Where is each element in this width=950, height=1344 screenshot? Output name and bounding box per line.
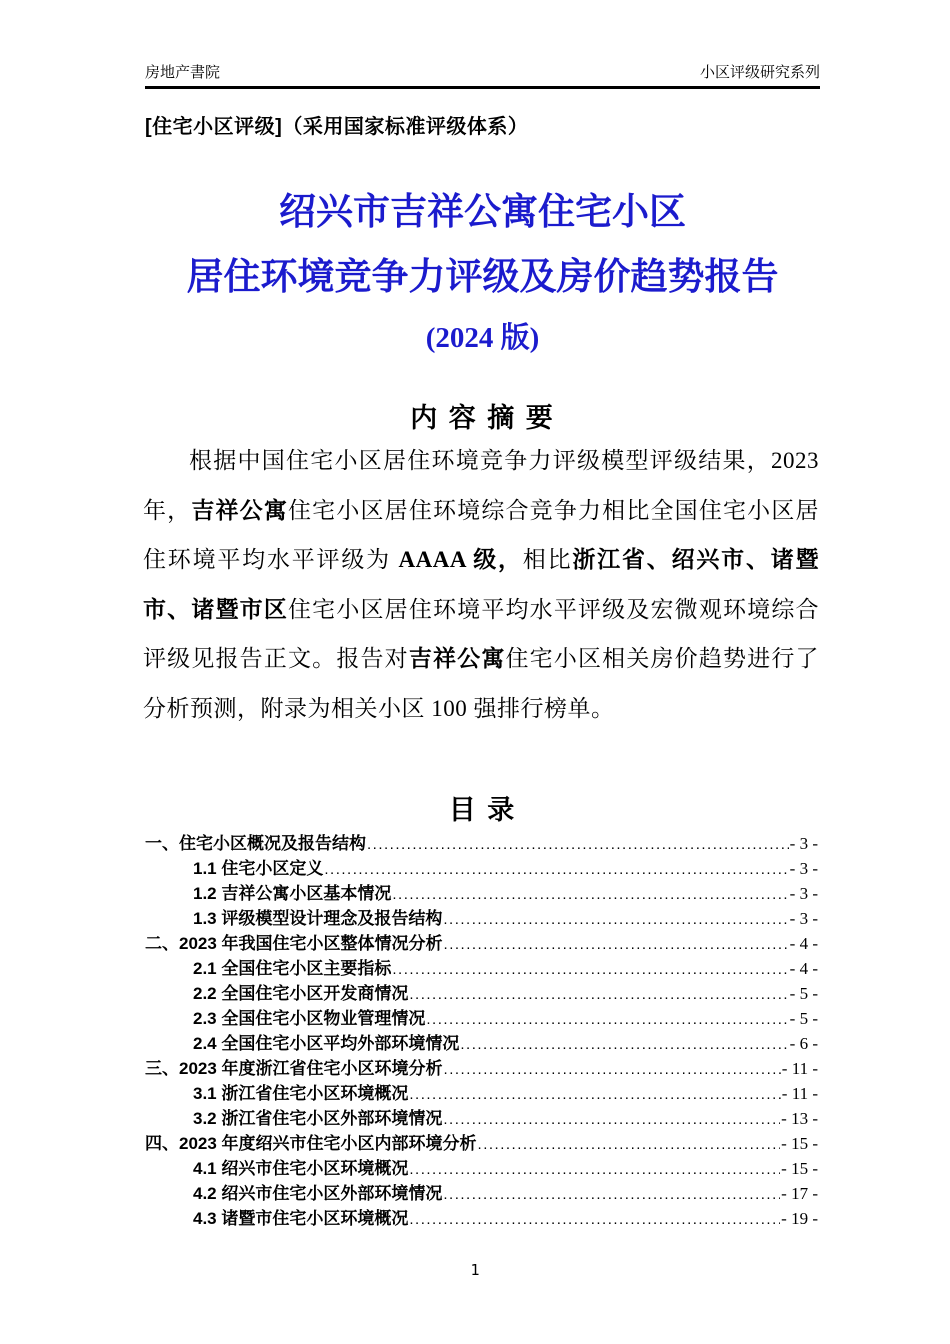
abstract-text: 住宅小区居住环境平均水平评级及宏微观环境综合评级见报告正文。报告对 <box>143 596 820 671</box>
toc-entry-page: - 11 - <box>781 1084 818 1103</box>
abstract-heading: 内 容 摘 要 <box>410 403 555 433</box>
toc-entry-label: 2.1 全国住宅小区主要指标 <box>193 959 392 978</box>
toc-leader-dots <box>460 1031 788 1057</box>
toc-leader-dots <box>444 1056 781 1082</box>
toc-entry <box>145 956 818 981</box>
rating-system-subtitle: [住宅小区评级]（采用国家标准评级体系） <box>145 116 529 138</box>
toc-entry-label: 2.3 全国住宅小区物业管理情况 <box>193 1009 426 1028</box>
toc-leader-dots <box>443 1181 780 1207</box>
abstract-text: 根据中国住宅小区居住环境竞争力评级模型评级结果，2023 年， <box>143 448 819 523</box>
toc-leader-dots <box>443 906 788 932</box>
toc-entry-label: 3.2 浙江省住宅小区外部环境情况 <box>193 1109 443 1128</box>
toc-entry <box>145 856 818 881</box>
toc-entry-page: - 11 - <box>781 1059 818 1078</box>
toc-entry <box>145 1081 818 1106</box>
toc-entry-label: 二、2023 年我国住宅小区整体情况分析 <box>145 934 443 953</box>
toc-entry <box>145 1206 818 1231</box>
abstract-text-bold: 浙江省、绍兴市、诸暨市、诸暨市区 <box>143 547 820 622</box>
toc-leader-dots <box>426 1006 788 1032</box>
toc-leader-dots <box>324 856 788 882</box>
toc-entry-page: - 4 - <box>789 959 818 978</box>
toc-entry-page: - 17 - <box>781 1184 818 1203</box>
toc-entry-page: - 3 - <box>789 884 818 903</box>
toc-leader-dots <box>478 1131 781 1157</box>
toc-entry <box>145 1031 818 1056</box>
toc-entry-label: 1.2 吉祥公寓小区基本情况 <box>193 884 392 903</box>
toc-entry-label: 三、2023 年度浙江省住宅小区环境分析 <box>145 1059 443 1078</box>
abstract-text: 住宅小区相关房价趋势进行了分析预测，附录为相关小区 100 强排行榜单。 <box>143 646 820 721</box>
toc-entry-label: 一、住宅小区概况及报告结构 <box>145 834 366 853</box>
toc-entry <box>145 906 818 931</box>
toc-entry-label: 2.2 全国住宅小区开发商情况 <box>193 984 409 1003</box>
abstract-text: 住宅小区居住环境综合竞争力相比全国住宅小区居住环境平均水平评级为 <box>143 497 820 572</box>
toc-entry-label: 1.3 评级模型设计理念及报告结构 <box>193 909 443 928</box>
toc-leader-dots <box>409 1081 780 1107</box>
toc-entry-page: - 3 - <box>789 859 818 878</box>
toc-entry-label: 2.4 全国住宅小区平均外部环境情况 <box>193 1034 460 1053</box>
abstract-text-bold: AAAA 级， <box>398 547 523 572</box>
toc-entry-page: - 6 - <box>789 1034 818 1053</box>
toc-list <box>145 831 818 1231</box>
abstract-text-bold: 吉祥公寓 <box>408 646 506 671</box>
toc-entry-page: - 15 - <box>781 1159 818 1178</box>
toc-entry-page: - 5 - <box>789 984 818 1003</box>
toc-entry <box>145 1181 818 1206</box>
toc-entry-label: 四、2023 年度绍兴市住宅小区内部环境分析 <box>145 1134 477 1153</box>
report-title-edition: (2024 版) <box>425 322 540 354</box>
toc-entry-page: - 5 - <box>789 1009 818 1028</box>
toc-leader-dots <box>409 1206 780 1232</box>
header-left-text: 房地产書院 <box>145 64 221 81</box>
toc-entry <box>145 881 818 906</box>
toc-heading: 目 录 <box>448 795 517 825</box>
report-title-line-1: 绍兴市吉祥公寓住宅小区 <box>279 192 686 233</box>
toc-entry <box>145 831 818 856</box>
toc-entry <box>145 981 818 1006</box>
toc-entry <box>145 931 818 956</box>
page-header <box>145 63 820 89</box>
toc-entry-label: 3.1 浙江省住宅小区环境概况 <box>193 1084 409 1103</box>
toc-entry-label: 4.1 绍兴市住宅小区环境概况 <box>193 1159 409 1178</box>
abstract-text: 相比 <box>522 547 573 572</box>
header-right-text: 小区评级研究系列 <box>699 64 820 81</box>
toc-entry-page: - 15 - <box>781 1134 818 1153</box>
toc-leader-dots <box>444 931 789 957</box>
toc-entry <box>145 1106 818 1131</box>
toc-leader-dots <box>409 1156 780 1182</box>
toc-entry <box>145 1056 818 1081</box>
toc-entry-page: - 3 - <box>789 834 818 853</box>
toc-entry <box>145 1131 818 1156</box>
toc-entry-page: - 4 - <box>789 934 818 953</box>
toc-entry-page: - 19 - <box>781 1209 818 1228</box>
toc-entry-page: - 13 - <box>781 1109 818 1128</box>
toc-entry <box>145 1006 818 1031</box>
toc-entry-page: - 3 - <box>789 909 818 928</box>
report-title-line-2: 居住环境竞争力评级及房价趋势报告 <box>186 257 779 298</box>
abstract-text-bold: 吉祥公寓 <box>191 497 289 523</box>
toc-entry-label: 4.3 诸暨市住宅小区环境概况 <box>193 1209 409 1228</box>
abstract-paragraph <box>143 436 819 733</box>
toc-entry <box>145 1156 818 1181</box>
page-number: 1 <box>470 1261 480 1279</box>
toc-leader-dots <box>367 831 789 857</box>
toc-leader-dots <box>443 1106 780 1132</box>
toc-leader-dots <box>392 881 788 907</box>
toc-entry-label: 1.1 住宅小区定义 <box>193 859 324 878</box>
toc-entry-label: 4.2 绍兴市住宅小区外部环境情况 <box>193 1184 443 1203</box>
toc-leader-dots <box>392 956 788 982</box>
toc-leader-dots <box>409 981 788 1007</box>
